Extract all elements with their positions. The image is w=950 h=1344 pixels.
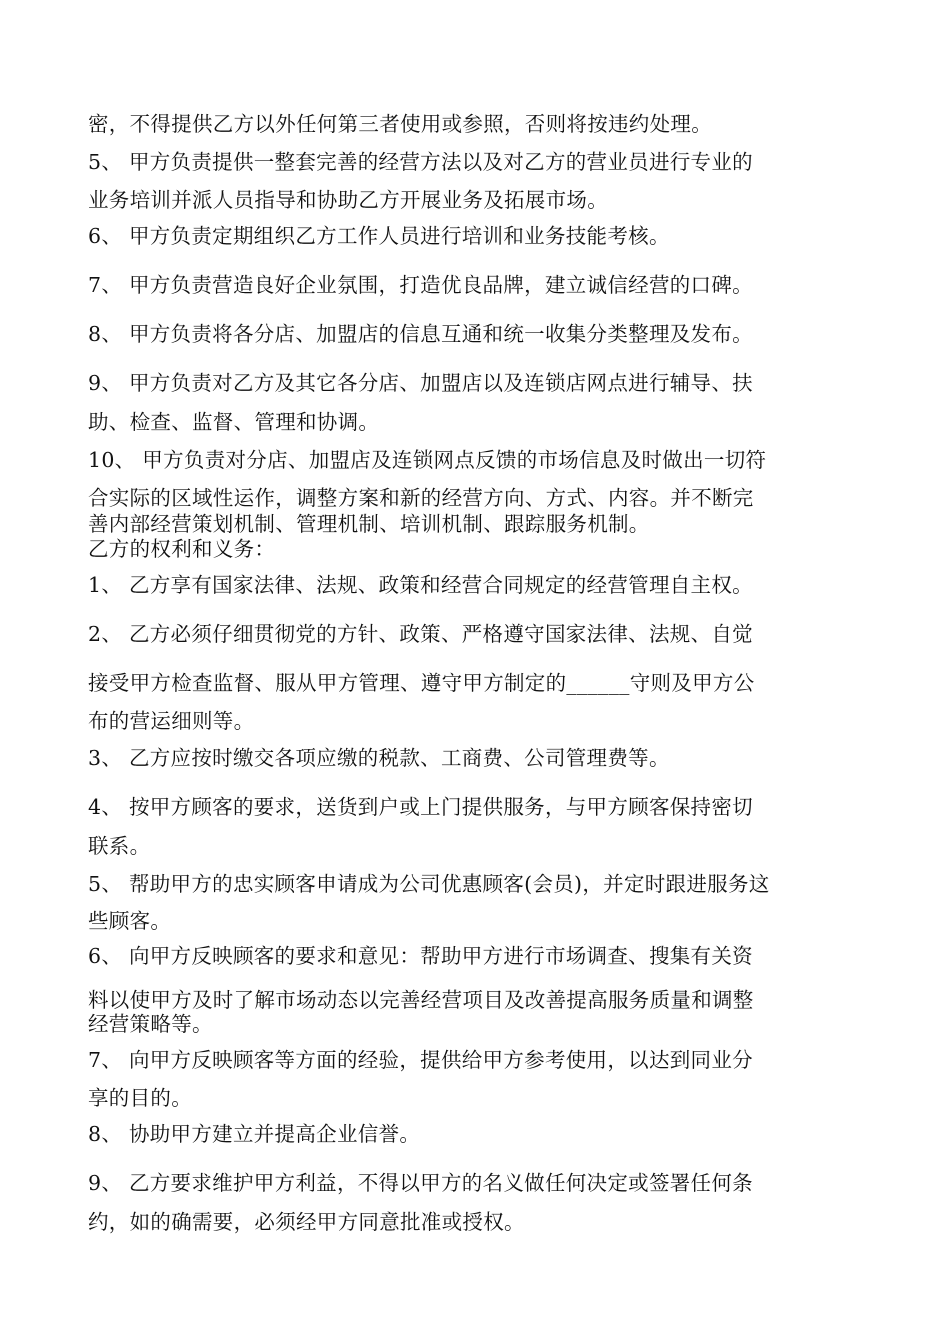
text-line: 7、 甲方负责营造良好企业氛围，打造优良品牌，建立诚信经营的口碑。	[88, 273, 753, 297]
text-line: 业务培训并派人员指导和协助乙方开展业务及拓展市场。	[88, 188, 608, 212]
text-line: 10、 甲方负责对分店、加盟店及连锁网点反馈的市场信息及时做出一切符	[88, 448, 767, 472]
text-line: 4、 按甲方顾客的要求，送货到户或上门提供服务，与甲方顾客保持密切	[88, 795, 753, 819]
text-line: 联系。	[88, 834, 151, 858]
text-line: 些顾客。	[88, 909, 172, 933]
text-line: 5、 甲方负责提供一整套完善的经营方法以及对乙方的营业员进行专业的	[88, 150, 753, 174]
text-line: 助、检查、监督、管理和协调。	[88, 410, 380, 434]
text-line: 约，如的确需要，必须经甲方同意批准或授权。	[88, 1210, 525, 1234]
text-line: 享的目的。	[88, 1086, 192, 1110]
text-line: 8、 甲方负责将各分店、加盟店的信息互通和统一收集分类整理及发布。	[88, 322, 753, 346]
text-line: 5、 帮助甲方的忠实顾客申请成为公司优惠顾客(会员)，并定时跟进服务这	[88, 872, 770, 896]
text-line: 布的营运细则等。	[88, 709, 255, 733]
text-line: 善内部经营策划机制、管理机制、培训机制、跟踪服务机制。	[88, 512, 650, 536]
text-line: 9、 甲方负责对乙方及其它各分店、加盟店以及连锁店网点进行辅导、扶	[88, 371, 753, 395]
text-line: 合实际的区域性运作，调整方案和新的经营方向、方式、内容。并不断完	[88, 486, 754, 510]
text-line: 9、 乙方要求维护甲方利益，不得以甲方的名义做任何决定或签署任何条	[88, 1171, 753, 1195]
text-line: 料以使甲方及时了解市场动态以完善经营项目及改善提高服务质量和调整	[88, 988, 754, 1012]
text-line: 接受甲方检查监督、服从甲方管理、遵守甲方制定的______守则及甲方公	[88, 671, 755, 695]
section-heading: 乙方的权利和义务：	[88, 537, 276, 561]
text-line: 6、 甲方负责定期组织乙方工作人员进行培训和业务技能考核。	[88, 224, 670, 248]
text-line: 3、 乙方应按时缴交各项应缴的税款、工商费、公司管理费等。	[88, 746, 670, 770]
text-line: 2、 乙方必须仔细贯彻党的方针、政策、严格遵守国家法律、法规、自觉	[88, 622, 753, 646]
text-line: 经营策略等。	[88, 1012, 213, 1036]
text-line: 密，不得提供乙方以外任何第三者使用或参照，否则将按违约处理。	[88, 112, 712, 136]
text-line: 8、 协助甲方建立并提高企业信誉。	[88, 1122, 421, 1146]
text-line: 1、 乙方享有国家法律、法规、政策和经营合同规定的经营管理自主权。	[88, 573, 753, 597]
text-line: 6、 向甲方反映顾客的要求和意见：帮助甲方进行市场调查、搜集有关资	[88, 944, 753, 968]
text-line: 7、 向甲方反映顾客等方面的经验，提供给甲方参考使用，以达到同业分	[88, 1048, 753, 1072]
